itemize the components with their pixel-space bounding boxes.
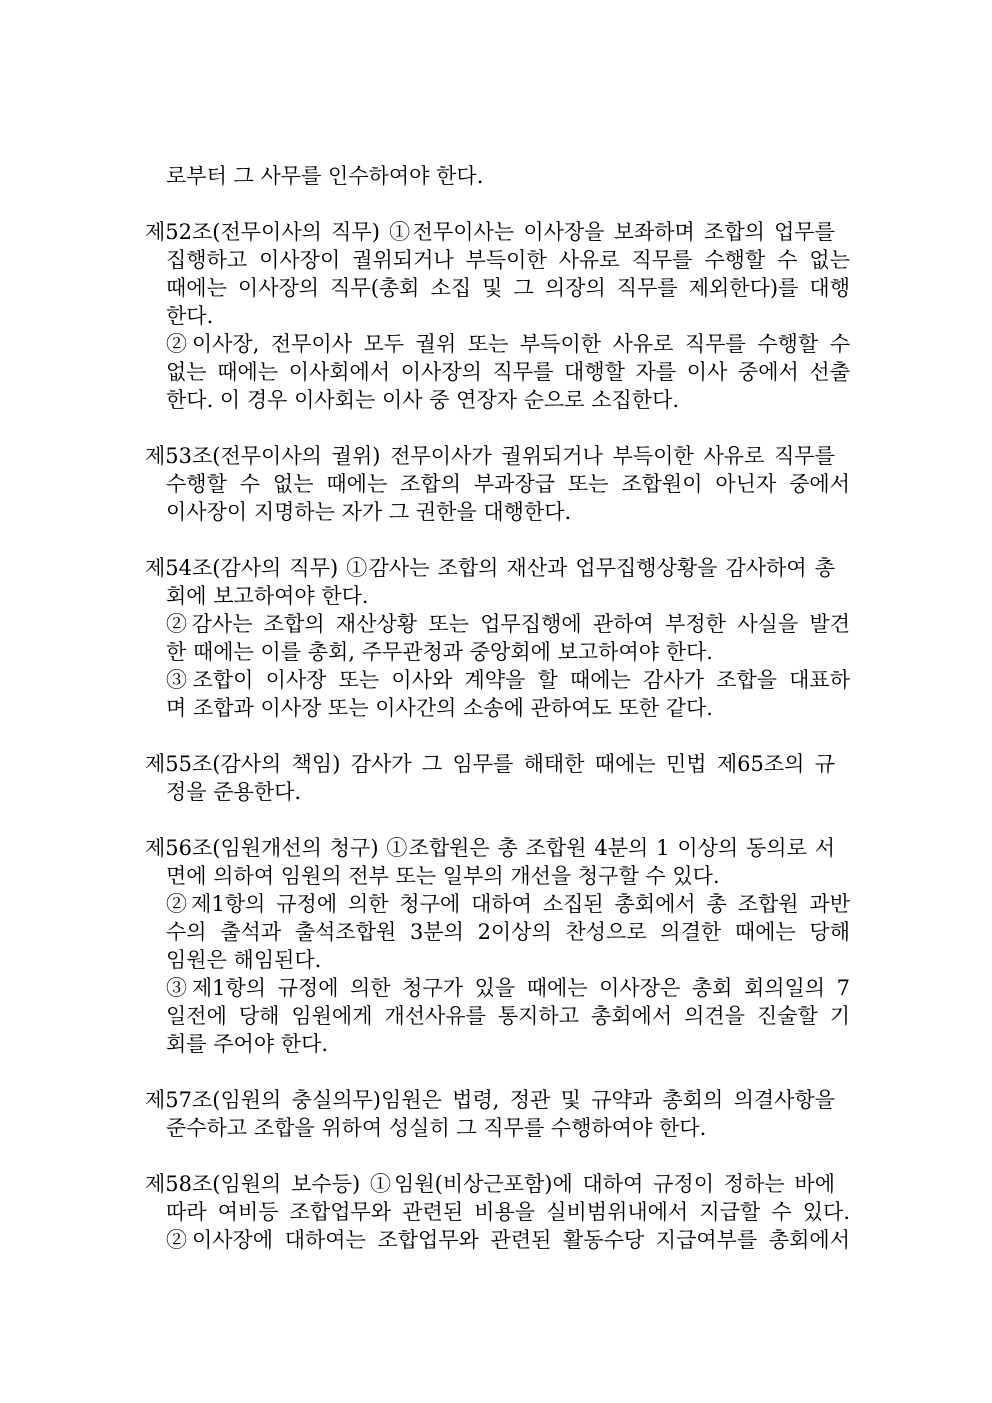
- text-line: 이사장이 지명하는 자가 그 권한을 대행한다.: [166, 500, 572, 524]
- text-line: 로부터 그 사무를 인수하여야 한다.: [166, 164, 484, 188]
- text-line: ②이사장, 전무이사 모두 궐위 또는 부득이한 사유로 직무를 수행할 수: [166, 332, 850, 356]
- text-line: 때에는 이사장의 직무(총회 소집 및 그 의장의 직무를 제외한다)를 대행: [166, 276, 850, 300]
- text-line: ②이사장에 대하여는 조합업무와 관련된 활동수당 지급여부를 총회에서: [166, 1228, 850, 1252]
- text-line: 임원은 해임된다.: [166, 948, 322, 972]
- text-line: 집행하고 이사장이 궐위되거나 부득이한 사유로 직무를 수행할 수 없는: [166, 248, 850, 272]
- text-line: 수행할 수 없는 때에는 조합의 부과장급 또는 조합원이 아닌자 중에서: [166, 472, 850, 496]
- text-line: 없는 때에는 이사회에서 이사장의 직무를 대행할 자를 이사 중에서 선출: [166, 360, 850, 384]
- text-line: 수의 출석과 출석조합원 3분의 2이상의 찬성으로 의결한 때에는 당해: [166, 920, 850, 944]
- article-55-heading: 제55조(감사의 책임) 감사가 그 임무를 해태한 때에는 민법 제65조의 규: [145, 752, 835, 776]
- text-line: ②감사는 조합의 재산상황 또는 업무집행에 관하여 부정한 사실을 발견: [166, 612, 850, 636]
- article-58-heading: 제58조(임원의 보수등) ①임원(비상근포함)에 대하여 규정이 정하는 바에: [145, 1172, 835, 1196]
- text-line: 일전에 당해 임원에게 개선사유를 통지하고 총회에서 의견을 진술할 기: [166, 1004, 850, 1028]
- text-line: 한다.: [166, 304, 214, 328]
- text-line: 한 때에는 이를 총회, 주무관청과 중앙회에 보고하여야 한다.: [166, 640, 713, 664]
- article-57-heading: 제57조(임원의 충실의무)임원은 법령, 정관 및 규약과 총회의 의결사항을: [145, 1088, 835, 1112]
- text-line: 회를 주어야 한다.: [166, 1032, 329, 1056]
- article-52-heading: 제52조(전무이사의 직무) ①전무이사는 이사장을 보좌하며 조합의 업무를: [145, 220, 835, 244]
- text-line: 준수하고 조합을 위하여 성실히 그 직무를 수행하여야 한다.: [166, 1116, 707, 1140]
- text-line: 따라 여비등 조합업무와 관련된 비용을 실비범위내에서 지급할 수 있다.: [166, 1200, 850, 1224]
- text-line: ③제1항의 규정에 의한 청구가 있을 때에는 이사장은 총회 회의일의 7: [166, 976, 850, 1000]
- text-line: ③조합이 이사장 또는 이사와 계약을 할 때에는 감사가 조합을 대표하: [166, 668, 850, 692]
- text-line: 회에 보고하여야 한다.: [166, 584, 369, 608]
- text-line: 며 조합과 이사장 또는 이사간의 소송에 관하여도 또한 같다.: [166, 696, 713, 720]
- text-line: 면에 의하여 임원의 전부 또는 일부의 개선을 청구할 수 있다.: [166, 864, 720, 888]
- article-56-heading: 제56조(임원개선의 청구) ①조합원은 총 조합원 4분의 1 이상의 동의로 서: [145, 836, 835, 860]
- text-line: 한다. 이 경우 이사회는 이사 중 연장자 순으로 소집한다.: [166, 388, 680, 412]
- article-53-heading: 제53조(전무이사의 궐위) 전무이사가 궐위되거나 부득이한 사유로 직무를: [145, 444, 835, 468]
- text-line: ②제1항의 규정에 의한 청구에 대하여 소집된 총회에서 총 조합원 과반: [166, 892, 850, 916]
- article-54-heading: 제54조(감사의 직무) ①감사는 조합의 재산과 업무집행상황을 감사하여 총: [145, 556, 835, 580]
- text-line: 정을 준용한다.: [166, 780, 302, 804]
